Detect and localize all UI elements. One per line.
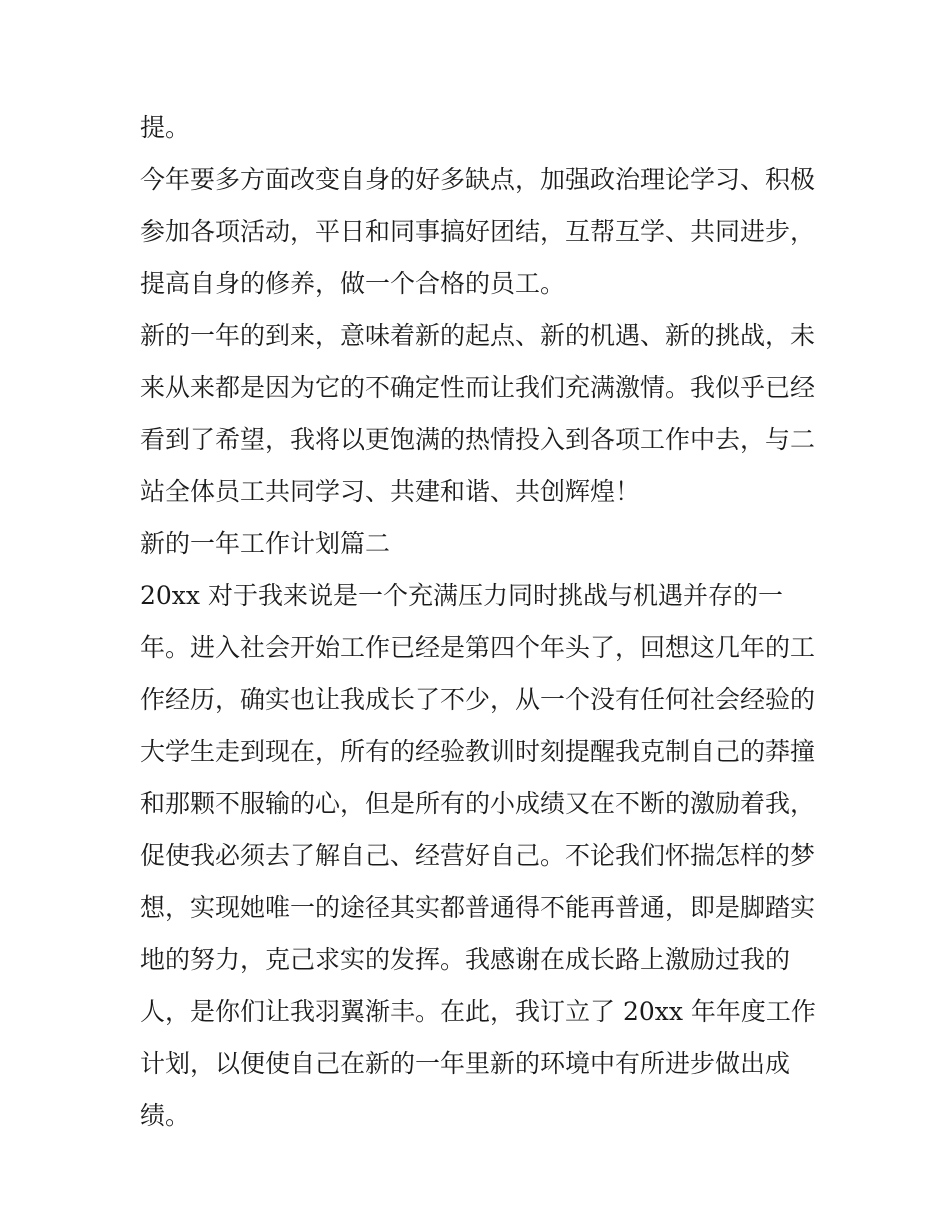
- text-line: 绩。: [140, 1101, 191, 1130]
- text-line: 和那颗不服输的心，但是所有的小成绩又在不断的激励着我，: [140, 789, 816, 818]
- text-line: 地的努力，克己求实的发挥。我感谢在成长路上激励过我的: [140, 945, 791, 974]
- text-line: 年。进入社会开始工作已经是第四个年头了，回想这几年的工: [140, 633, 816, 662]
- text-line: 提。: [140, 113, 191, 142]
- text-line: 新的一年的到来，意味着新的起点、新的机遇、新的挑战，未: [140, 321, 816, 350]
- text-line: 看到了希望，我将以更饱满的热情投入到各项工作中去，与二: [140, 425, 816, 454]
- text-line: 想，实现她唯一的途径其实都普通得不能再普通，即是脚踏实: [140, 893, 816, 922]
- text-line: 站全体员工共同学习、共建和谐、共创辉煌！: [140, 477, 641, 506]
- text-line: 20xx 对于我来说是一个充满压力同时挑战与机遇并存的一: [140, 581, 783, 610]
- text-line: 来从来都是因为它的不确定性而让我们充满激情。我似乎已经: [140, 373, 816, 402]
- text-line: 人，是你们让我羽翼渐丰。在此，我订立了 20xx 年年度工作: [140, 997, 816, 1026]
- text-line: 作经历，确实也让我成长了不少，从一个没有任何社会经验的: [140, 685, 816, 714]
- text-line: 计划，以便使自己在新的一年里新的环境中有所进步做出成: [140, 1049, 791, 1078]
- text-line: 大学生走到现在，所有的经验教训时刻提醒我克制自己的莽撞: [140, 737, 816, 766]
- text-line: 提高自身的修养，做一个合格的员工。: [140, 269, 566, 298]
- text-line: 今年要多方面改变自身的好多缺点，加强政治理论学习、积极: [140, 165, 816, 194]
- text-line: 促使我必须去了解自己、经营好自己。不论我们怀揣怎样的梦: [140, 841, 816, 870]
- text-line: 参加各项活动，平日和同事搞好团结，互帮互学、共同进步，: [140, 217, 816, 246]
- document-body: [140, 102, 830, 1142]
- section-heading: 新的一年工作计划篇二: [140, 529, 391, 558]
